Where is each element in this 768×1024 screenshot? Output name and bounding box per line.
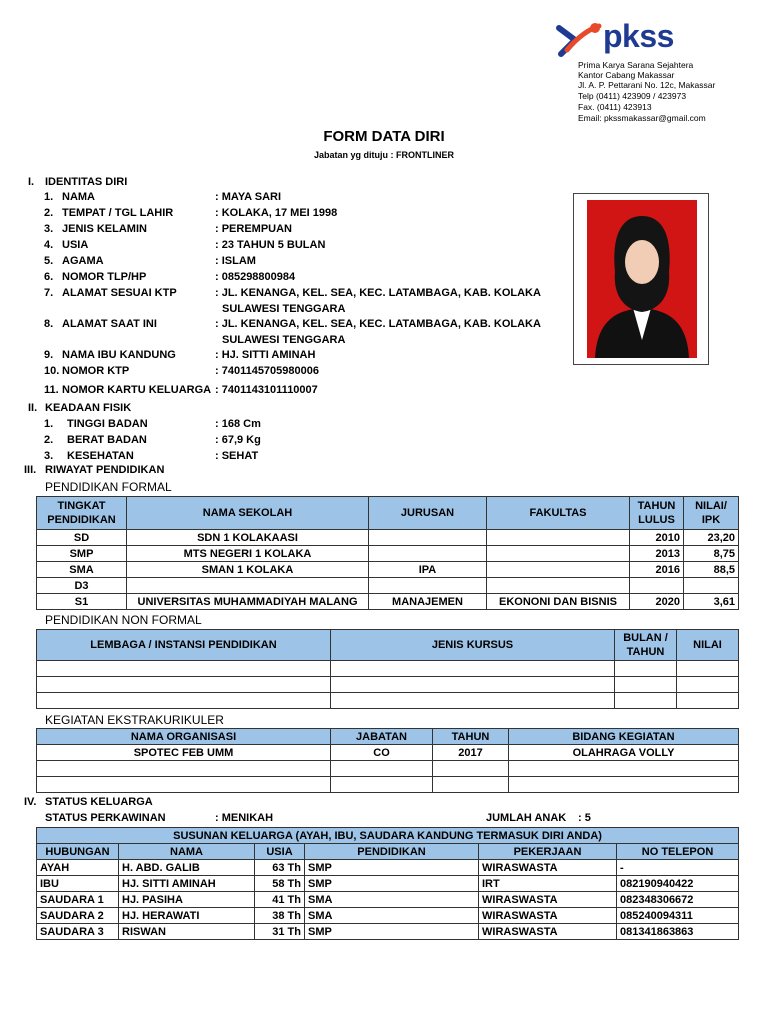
table-cell — [615, 693, 677, 709]
family-table — [36, 827, 739, 940]
column-header: NILAI — [677, 630, 739, 661]
field-value: : SEHAT — [215, 450, 259, 462]
table-cell: SPOTEC FEB UMM — [37, 745, 331, 761]
item-number: 10. — [44, 365, 60, 377]
page-title: FORM DATA DIRI — [323, 128, 445, 145]
table-cell: IRT — [479, 876, 617, 892]
company-line: Jl. A. P. Pettarani No. 12c, Makassar — [578, 80, 716, 90]
column-header: TINGKAT PENDIDIKAN — [37, 497, 127, 530]
field-label: KESEHATAN — [67, 450, 134, 462]
field-label: USIA — [62, 239, 89, 251]
children-count-value: : 5 — [578, 812, 591, 824]
column-header: JABATAN — [331, 729, 433, 745]
profile-photo — [587, 200, 697, 358]
field-value: : 7401145705980006 — [215, 365, 319, 377]
item-number: 5. — [44, 255, 54, 267]
table-cell — [433, 777, 509, 793]
field-value-continued: SULAWESI TENGGARA — [222, 303, 346, 315]
table-row — [37, 924, 739, 940]
table-cell: SAUDARA 1 — [37, 892, 119, 908]
item-number: 6. — [44, 271, 54, 283]
company-line: Fax. (0411) 423913 — [578, 102, 652, 112]
column-header: NAMA — [119, 844, 255, 860]
column-header: USIA — [255, 844, 305, 860]
item-number: 2. — [44, 434, 54, 446]
table-row — [37, 562, 739, 578]
table-cell: SMP — [37, 546, 127, 562]
extracurricular-label: KEGIATAN EKSTRAKURIKULER — [45, 713, 224, 727]
column-header: FAKULTAS — [487, 497, 630, 530]
company-line: Telp (0411) 423909 / 423973 — [578, 91, 687, 101]
table-cell: 8,75 — [684, 546, 739, 562]
table-cell — [615, 677, 677, 693]
table-cell: RISWAN — [119, 924, 255, 940]
table-cell — [369, 546, 487, 562]
table-cell: EKONONI DAN BISNIS — [487, 594, 630, 610]
table-cell: SAUDARA 3 — [37, 924, 119, 940]
field-label: JENIS KELAMIN — [62, 223, 147, 235]
table-row — [37, 777, 739, 793]
table-cell: WIRASWASTA — [479, 892, 617, 908]
table-cell — [615, 661, 677, 677]
field-label: NAMA — [62, 191, 95, 203]
field-label: NAMA IBU KANDUNG — [62, 349, 176, 361]
nonformal-education-label: PENDIDIKAN NON FORMAL — [45, 613, 202, 627]
item-number: 3. — [44, 223, 54, 235]
table-cell: HJ. SITTI AMINAH — [119, 876, 255, 892]
family-table-title: SUSUNAN KELUARGA (AYAH, IBU, SAUDARA KANDUNG TERMASUK DIRI ANDA) — [37, 828, 739, 844]
column-header: NAMA SEKOLAH — [127, 497, 369, 530]
table-row — [37, 530, 739, 546]
field-value: : 168 Cm — [215, 418, 261, 430]
item-number: 4. — [44, 239, 54, 251]
table-cell: D3 — [37, 578, 127, 594]
table-cell — [37, 661, 331, 677]
column-header: PENDIDIKAN — [305, 844, 479, 860]
table-cell: MANAJEMEN — [369, 594, 487, 610]
table-row — [37, 876, 739, 892]
field-value: : 7401143101110007 — [215, 384, 318, 396]
table-cell: 082348306672 — [617, 892, 739, 908]
table-row — [37, 892, 739, 908]
column-header: JENIS KURSUS — [331, 630, 615, 661]
column-header: BULAN / TAHUN — [615, 630, 677, 661]
table-row — [37, 546, 739, 562]
table-cell: SDN 1 KOLAKAASI — [127, 530, 369, 546]
column-header: JURUSAN — [369, 497, 487, 530]
table-cell — [677, 661, 739, 677]
table-cell — [684, 578, 739, 594]
column-header: BIDANG KEGIATAN — [509, 729, 739, 745]
table-cell: UNIVERSITAS MUHAMMADIYAH MALANG — [127, 594, 369, 610]
table-cell: 38 Th — [255, 908, 305, 924]
table-cell: H. ABD. GALIB — [119, 860, 255, 876]
field-label: NOMOR TLP/HP — [62, 271, 147, 283]
table-cell — [630, 578, 684, 594]
table-cell — [487, 530, 630, 546]
table-cell — [127, 578, 369, 594]
column-header: NO TELEPON — [617, 844, 739, 860]
table-cell: WIRASWASTA — [479, 924, 617, 940]
table-cell: OLAHRAGA VOLLY — [509, 745, 739, 761]
nonformal-education-table — [36, 629, 739, 709]
table-cell: 2020 — [630, 594, 684, 610]
company-line: Prima Karya Sarana Sejahtera — [578, 60, 694, 70]
field-value: : ISLAM — [215, 255, 256, 267]
table-cell: 41 Th — [255, 892, 305, 908]
section-number: II. — [28, 402, 38, 414]
table-cell: IBU — [37, 876, 119, 892]
table-cell — [331, 693, 615, 709]
item-number: 11. — [44, 384, 59, 396]
field-value: : JL. KENANGA, KEL. SEA, KEC. LATAMBAGA, KAB. KOLAKA — [215, 287, 541, 299]
table-cell — [37, 693, 331, 709]
table-cell: 23,20 — [684, 530, 739, 546]
table-cell — [487, 578, 630, 594]
marital-status-label: STATUS PERKAWINAN — [45, 812, 166, 824]
section-heading: IDENTITAS DIRI — [45, 176, 128, 188]
table-cell — [331, 661, 615, 677]
table-cell — [677, 677, 739, 693]
field-label: TEMPAT / TGL LAHIR — [62, 207, 174, 219]
field-label: NOMOR KTP — [62, 365, 130, 377]
item-number: 1. — [44, 191, 54, 203]
column-header: PEKERJAAN — [479, 844, 617, 860]
formal-education-label: PENDIDIKAN FORMAL — [45, 480, 172, 494]
table-cell — [487, 546, 630, 562]
column-header: LEMBAGA / INSTANSI PENDIDIKAN — [37, 630, 331, 661]
table-cell: 2017 — [433, 745, 509, 761]
table-cell — [509, 761, 739, 777]
table-cell — [37, 677, 331, 693]
table-row — [37, 677, 739, 693]
table-row — [37, 693, 739, 709]
formal-education-table — [36, 496, 739, 610]
table-cell: SMA — [37, 562, 127, 578]
table-cell — [487, 562, 630, 578]
table-cell — [331, 777, 433, 793]
table-cell — [677, 693, 739, 709]
table-cell: 085240094311 — [617, 908, 739, 924]
extracurricular-table — [36, 728, 739, 793]
table-row — [37, 860, 739, 876]
field-label: TINGGI BADAN — [67, 418, 148, 430]
table-cell: 081341863863 — [617, 924, 739, 940]
table-row — [37, 745, 739, 761]
table-cell: SMP — [305, 876, 479, 892]
table-cell — [433, 761, 509, 777]
column-header: HUBUNGAN — [37, 844, 119, 860]
table-cell — [37, 761, 331, 777]
table-row — [37, 908, 739, 924]
field-value: : PEREMPUAN — [215, 223, 293, 235]
column-header: NAMA ORGANISASI — [37, 729, 331, 745]
section-number: I. — [28, 176, 35, 188]
column-header: NILAI/ IPK — [684, 497, 739, 530]
section-number: IV. — [24, 796, 37, 808]
field-value: : 085298800984 — [215, 271, 296, 283]
table-cell: 88,5 — [684, 562, 739, 578]
section-heading: RIWAYAT PENDIDIKAN — [45, 464, 165, 476]
company-email: Email: pkssmakassar@gmail.com — [578, 113, 706, 123]
section-number: III. — [24, 464, 37, 476]
table-cell: CO — [331, 745, 433, 761]
marital-status-value: : MENIKAH — [215, 812, 274, 824]
table-cell: 2010 — [630, 530, 684, 546]
table-cell — [509, 777, 739, 793]
table-cell: SAUDARA 2 — [37, 908, 119, 924]
table-cell: HJ. HERAWATI — [119, 908, 255, 924]
table-cell: SMAN 1 KOLAKA — [127, 562, 369, 578]
table-cell — [369, 530, 487, 546]
table-row — [37, 578, 739, 594]
table-cell: 31 Th — [255, 924, 305, 940]
table-cell: 2013 — [630, 546, 684, 562]
item-number: 1. — [44, 418, 54, 430]
table-cell: WIRASWASTA — [479, 908, 617, 924]
field-label: ALAMAT SESUAI KTP — [62, 287, 177, 299]
field-value: : 23 TAHUN 5 BULAN — [215, 239, 326, 251]
section-heading: STATUS KELUARGA — [45, 796, 153, 808]
field-value: : KOLAKA, 17 MEI 1998 — [215, 207, 338, 219]
table-row — [37, 761, 739, 777]
table-cell: SMP — [305, 860, 479, 876]
section-heading: KEADAAN FISIK — [45, 402, 132, 414]
field-value: : 67,9 Kg — [215, 434, 261, 446]
table-cell — [369, 578, 487, 594]
table-cell: SMA — [305, 892, 479, 908]
table-cell — [37, 777, 331, 793]
item-number: 3. — [44, 450, 54, 462]
field-label: AGAMA — [62, 255, 104, 267]
column-header: TAHUN LULUS — [630, 497, 684, 530]
field-value: : MAYA SARI — [215, 191, 282, 203]
table-cell: SMA — [305, 908, 479, 924]
field-label: NOMOR KARTU KELUARGA — [62, 384, 212, 396]
table-cell: IPA — [369, 562, 487, 578]
table-cell: SMP — [305, 924, 479, 940]
children-count-label: JUMLAH ANAK — [486, 812, 567, 824]
table-cell: WIRASWASTA — [479, 860, 617, 876]
company-name: pkss — [603, 18, 674, 54]
field-value-continued: SULAWESI TENGGARA — [222, 334, 346, 346]
field-value: : JL. KENANGA, KEL. SEA, KEC. LATAMBAGA, KAB. KOLAKA — [215, 318, 541, 330]
table-cell: AYAH — [37, 860, 119, 876]
item-number: 7. — [44, 287, 54, 299]
table-cell: HJ. PASIHA — [119, 892, 255, 908]
table-cell — [331, 761, 433, 777]
table-cell: S1 — [37, 594, 127, 610]
page-subtitle: Jabatan yg dituju : FRONTLINER — [313, 150, 454, 160]
field-label: ALAMAT SAAT INI — [62, 318, 157, 330]
table-cell: MTS NEGERI 1 KOLAKA — [127, 546, 369, 562]
item-number: 9. — [44, 349, 54, 361]
table-row — [37, 594, 739, 610]
table-cell: 082190940422 — [617, 876, 739, 892]
column-header: TAHUN — [433, 729, 509, 745]
field-value: : HJ. SITTI AMINAH — [215, 349, 316, 361]
item-number: 2. — [44, 207, 54, 219]
table-row — [37, 661, 739, 677]
company-line: Kantor Cabang Makassar — [578, 70, 675, 80]
table-cell: - — [617, 860, 739, 876]
table-cell: 3,61 — [684, 594, 739, 610]
field-label: BERAT BADAN — [67, 434, 147, 446]
table-cell: SD — [37, 530, 127, 546]
table-cell: 63 Th — [255, 860, 305, 876]
item-number: 8. — [44, 318, 54, 330]
table-cell: 58 Th — [255, 876, 305, 892]
table-cell — [331, 677, 615, 693]
table-cell: 2016 — [630, 562, 684, 578]
